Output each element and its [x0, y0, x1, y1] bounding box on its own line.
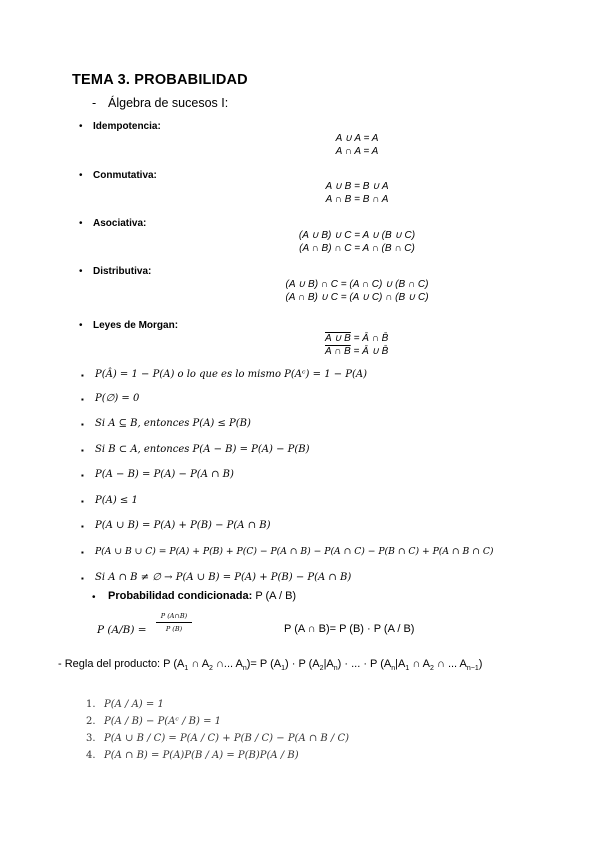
- item-formula: P(A / B) − P(Aᶜ / B) = 1: [104, 716, 222, 727]
- item-number: 1.: [86, 699, 96, 710]
- property-eq: A ∩ A = A: [335, 146, 379, 157]
- square-bullet: ▪: [81, 497, 84, 506]
- item-formula: P(A ∩ B) = P(A)P(B / A) = P(B)P(A / B): [104, 750, 299, 761]
- pr-sub: n: [242, 665, 247, 673]
- item-number: 4.: [86, 750, 96, 761]
- property-label-asociativa: Asociativa:: [93, 218, 147, 229]
- morgan-eq-1-left: A ∪ B: [325, 333, 351, 344]
- conditional-fraction: [156, 612, 192, 633]
- pr-text: ∩ A: [188, 658, 210, 670]
- pr-text: )= P (A: [246, 658, 282, 670]
- formula: P(∅) = 0: [95, 393, 140, 404]
- fraction-bar: [156, 622, 192, 623]
- pr-text: ∩ A: [409, 658, 431, 670]
- morgan-eq-2-right: = Ā ∪ B̄: [353, 346, 389, 357]
- conditional-rhs: P (A ∩ B)= P (B) · P (A / B): [284, 623, 415, 635]
- conditional-label-tail: P (A / B): [255, 590, 297, 602]
- numbered-item: [86, 750, 299, 761]
- conditional-lhs: P (A/B) =: [97, 624, 147, 636]
- property-eq: (A ∩ B) ∩ C = A ∩ (B ∩ C): [299, 243, 415, 254]
- property-eq: (A ∪ B) ∪ C = A ∪ (B ∪ C): [298, 230, 416, 241]
- square-bullet: ▪: [81, 522, 84, 531]
- numbered-item: [86, 699, 164, 710]
- square-bullet: ▪: [81, 395, 84, 404]
- pr-sub: n−1: [466, 665, 479, 673]
- morgan-eq-1: [325, 333, 388, 344]
- pr-sub: 1: [281, 665, 286, 673]
- formula: P(A ∪ B ∪ C) = P(A) + P(B) + P(C) − P(A ∩ B) − P(A ∩ C) − P(B ∩ C) + P(A ∩ B ∩ C): [95, 546, 494, 557]
- property-eq: (A ∩ B) ∪ C = (A ∪ C) ∩ (B ∪ C): [285, 292, 429, 303]
- item-number: 2.: [86, 716, 96, 727]
- bullet: •: [79, 266, 83, 277]
- fraction-denominator: P (B): [165, 625, 183, 633]
- pr-text: ) · ... · P (A: [337, 658, 392, 670]
- pr-sub: 2: [209, 665, 213, 673]
- morgan-eq-2: [325, 346, 388, 357]
- square-bullet: ▪: [81, 548, 84, 557]
- formula: P(Â) = 1 − P(A) o lo que es lo mismo P(Aᶜ) = 1 − P(A): [95, 369, 368, 380]
- bullet: •: [79, 218, 83, 229]
- property-label-idempotencia: Idempotencia:: [93, 121, 161, 132]
- square-bullet: ▪: [81, 446, 84, 455]
- subtitle: Álgebra de sucesos I:: [108, 96, 229, 110]
- pr-text: |A: [395, 658, 406, 670]
- property-label-morgan: Leyes de Morgan:: [93, 320, 179, 331]
- property-eq: A ∪ B = B ∪ A: [325, 181, 389, 192]
- formula: P(A − B) = P(A) − P(A ∩ B): [95, 469, 234, 480]
- pr-sub: n: [391, 665, 396, 673]
- formula: Si A ⊆ B, entonces P(A) ≤ P(B): [95, 418, 251, 429]
- pr-text: ): [478, 658, 483, 670]
- page-title: TEMA 3. PROBABILIDAD: [72, 72, 248, 88]
- fraction-numerator: P (A∩B): [160, 612, 188, 620]
- conditional-label: [108, 590, 296, 602]
- morgan-eq-2-left: A ∩ B: [325, 346, 351, 357]
- pr-text: ) · P (A: [285, 658, 320, 670]
- bullet: •: [79, 121, 83, 132]
- product-rule: [58, 658, 482, 672]
- conditional-label-bold: Probabilidad condicionada:: [108, 590, 253, 602]
- property-label-distributiva: Distributiva:: [93, 266, 152, 277]
- square-bullet: ▪: [81, 420, 84, 429]
- pr-text: ∩ ... A: [433, 658, 467, 670]
- bullet: •: [92, 592, 96, 603]
- morgan-eq-1-right: = Ā ∩ B̄: [353, 333, 389, 344]
- property-eq: (A ∪ B) ∩ C = (A ∩ C) ∪ (B ∩ C): [285, 279, 429, 290]
- pr-sub: 2: [430, 665, 434, 673]
- square-bullet: ▪: [81, 371, 84, 380]
- property-eq: A ∪ A = A: [335, 133, 379, 144]
- item-formula: P(A ∪ B / C) = P(A / C) + P(B / C) − P(A ∩ B / C): [104, 733, 350, 744]
- property-label-conmutativa: Conmutativa:: [93, 170, 157, 181]
- formula: Si B ⊂ A, entonces P(A − B) = P(A) − P(B): [95, 444, 310, 455]
- formula: P(A ∪ B) = P(A) + P(B) − P(A ∩ B): [95, 520, 271, 531]
- pr-sub: 1: [405, 665, 410, 673]
- pr-text: ∩... A: [212, 658, 243, 670]
- square-bullet: ▪: [81, 471, 84, 480]
- bullet: •: [79, 320, 83, 331]
- numbered-item: [86, 733, 349, 744]
- pr-sub: n: [333, 665, 338, 673]
- item-number: 3.: [86, 733, 96, 744]
- property-eq: A ∩ B = B ∩ A: [325, 194, 389, 205]
- pr-sub: 2: [319, 665, 324, 673]
- numbered-item: [86, 716, 221, 727]
- formula: Si A ∩ B ≠ ∅ → P(A ∪ B) = P(A) + P(B) − P(A ∩ B): [95, 572, 352, 583]
- pr-text: - Regla del producto: P (A: [58, 658, 185, 670]
- pr-text: |A: [323, 658, 334, 670]
- pr-sub: 1: [184, 665, 189, 673]
- subtitle-dash: -: [92, 96, 97, 110]
- square-bullet: ▪: [81, 574, 84, 583]
- bullet: •: [79, 170, 83, 181]
- item-formula: P(A / A) = 1: [104, 699, 164, 710]
- formula: P(A) ≤ 1: [95, 495, 138, 506]
